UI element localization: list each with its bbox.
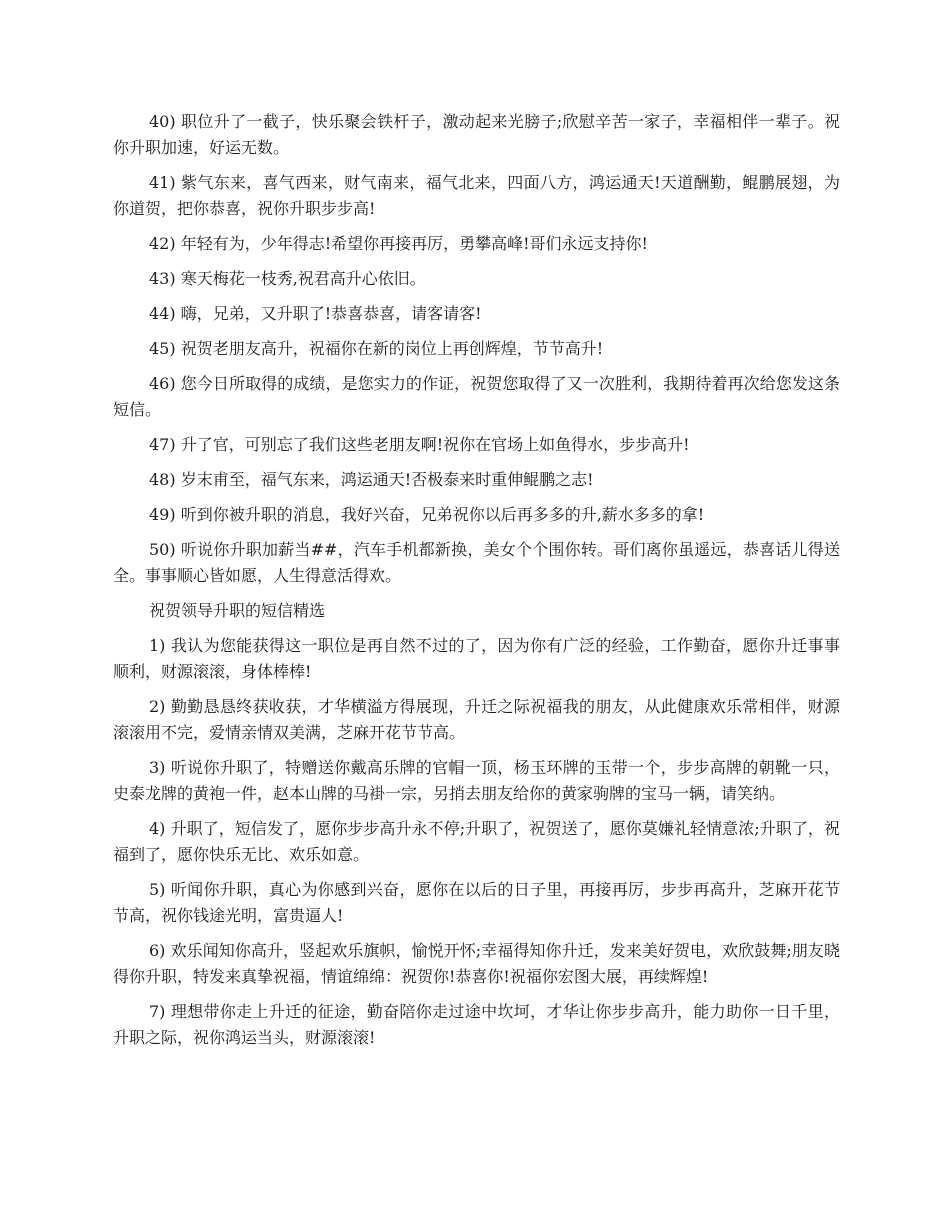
paragraph-leader-1: 1) 我认为您能获得这一职位是再自然不过的了，因为你有广泛的经验，工作勤奋，愿你升迁事事顺利，财源滚滚，身体棒棒! — [113, 636, 840, 681]
paragraph-41: 41) 紫气东来，喜气西来，财气南来，福气北来，四面八方，鸿运通天!天道酬勤，鲲鹏展翅，为你道贺，把你恭喜，祝你升职步步高! — [113, 173, 840, 218]
paragraph-46: 46) 您今日所取得的成绩，是您实力的作证，祝贺您取得了又一次胜利，我期待着再次给您发这条短信。 — [113, 374, 840, 419]
paragraph-50: 50) 听说你升职加薪当##，汽车手机都新换，美女个个围你转。哥们离你虽遥远，恭喜话儿得送全。事事顺心皆如愿，人生得意活得欢。 — [113, 540, 840, 585]
paragraph-49: 49) 听到你被升职的消息，我好兴奋，兄弟祝你以后再多多的升,薪水多多的拿! — [149, 505, 705, 524]
paragraph-47: 47) 升了官，可别忘了我们这些老朋友啊!祝你在官场上如鱼得水，步步高升! — [149, 435, 690, 454]
paragraph-leader-6: 6) 欢乐闻知你高升，竖起欢乐旗帜，愉悦开怀;幸福得知你升迁，发来美好贺电，欢欣鼓舞;朋友晓得你升职，特发来真挚祝福，情谊绵绵：祝贺你!恭喜你!祝福你宏图大展，再续辉煌! — [113, 941, 840, 986]
paragraph-leader-7: 7) 理想带你走上升迁的征途，勤奋陪你走过途中坎坷，才华让你步步高升，能力助你一日千里，升职之际，祝你鸿运当头，财源滚滚! — [113, 1002, 840, 1047]
paragraph-leader-5: 5) 听闻你升职，真心为你感到兴奋，愿你在以后的日子里，再接再厉，步步再高升，芝麻开花节节高，祝你钱途光明，富贵逼人! — [113, 880, 840, 925]
paragraph-40: 40) 职位升了一截子，快乐聚会铁杆子，激动起来光膀子;欣慰辛苦一家子，幸福相伴一辈子。祝你升职加速，好运无数。 — [113, 112, 840, 157]
paragraph-45: 45) 祝贺老朋友高升，祝福你在新的岗位上再创辉煌，节节高升! — [149, 339, 604, 358]
paragraph-48: 48) 岁末甫至，福气东来，鸿运通天!否极泰来时重伸鲲鹏之志! — [149, 470, 594, 489]
paragraph-leader-2: 2) 勤勤恳恳终获收获，才华横溢方得展现，升迁之际祝福我的朋友，从此健康欢乐常相伴，财源滚滚用不完，爱情亲情双美满，芝麻开花节节高。 — [113, 697, 840, 742]
paragraph-42: 42) 年轻有为，少年得志!希望你再接再厉，勇攀高峰!哥们永远支持你! — [149, 234, 648, 253]
paragraph-44: 44) 嗨，兄弟，又升职了!恭喜恭喜，请客请客! — [149, 304, 482, 323]
paragraph-leader-3: 3) 听说你升职了，特赠送你戴高乐牌的官帽一顶，杨玉环牌的玉带一个，步步高牌的朝靴一只，史泰龙牌的黄袍一件，赵本山牌的马褂一宗，另捎去朋友给你的黄家驹牌的宝马一辆，请笑纳。 — [113, 758, 840, 803]
paragraph-leader-4: 4) 升职了，短信发了，愿你步步高升永不停;升职了，祝贺送了，愿你莫嫌礼轻情意浓;升职了，祝福到了，愿你快乐无比、欢乐如意。 — [113, 819, 840, 864]
paragraph-43: 43) 寒天梅花一枝秀,祝君高升心依旧。 — [149, 269, 426, 288]
section-heading: 祝贺领导升职的短信精选 — [149, 601, 326, 620]
document-body — [113, 109, 840, 1060]
